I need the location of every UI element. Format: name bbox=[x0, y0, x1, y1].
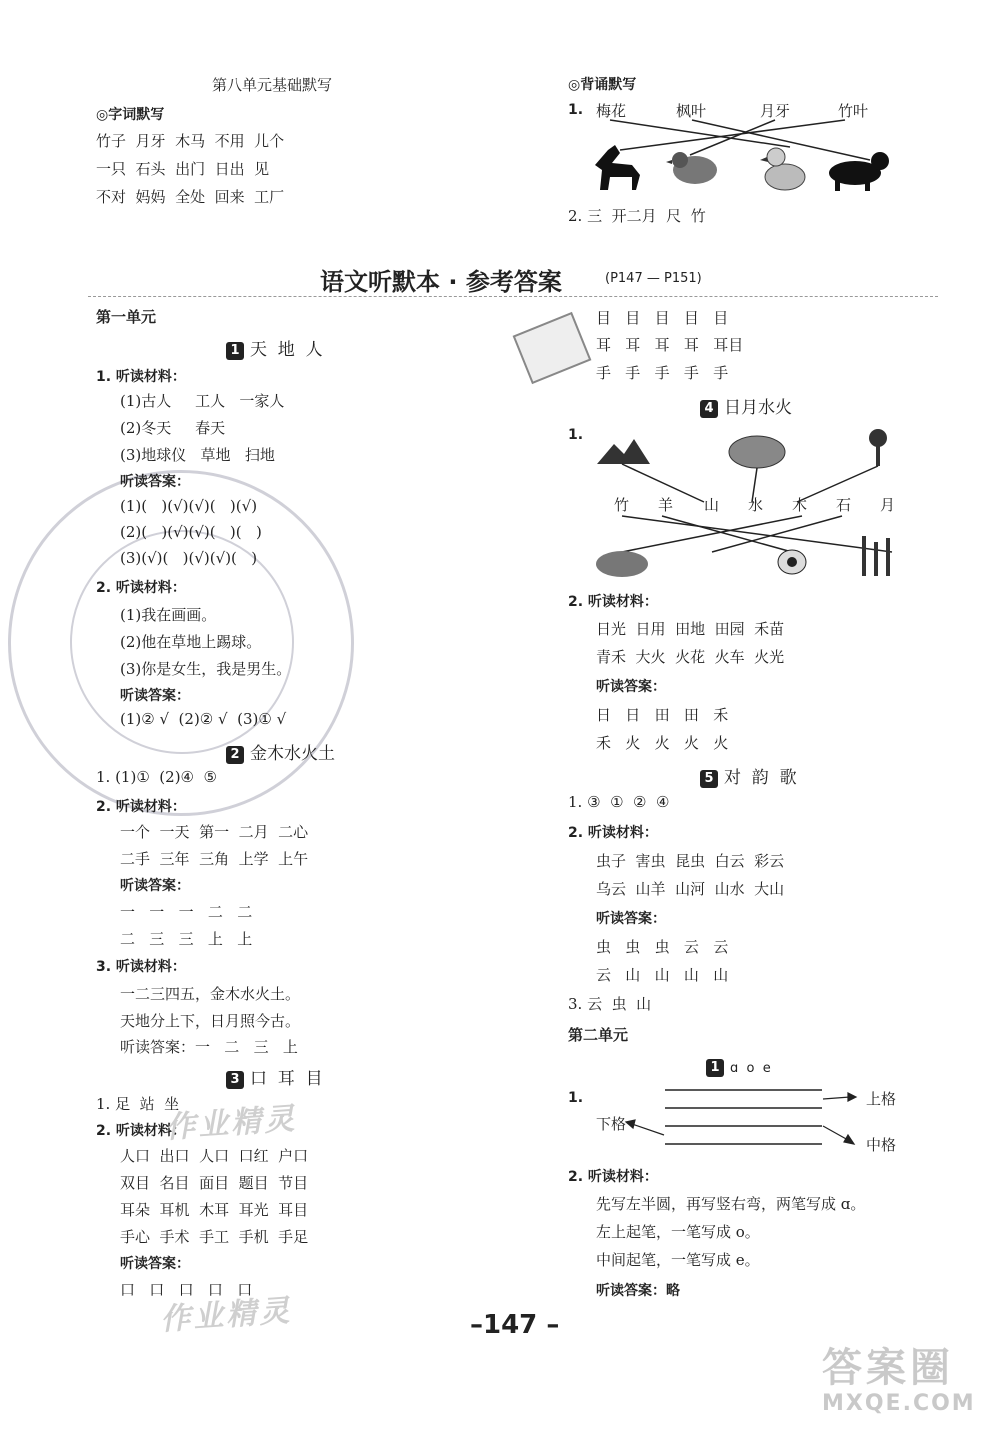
answer-line: 乌云 山羊 山河 山水 大山 bbox=[596, 880, 785, 898]
unit2-lesson1-heading bbox=[706, 1057, 771, 1077]
lesson-number-badge: 1 bbox=[706, 1059, 724, 1077]
answer-line: 中间起笔，一笔写成 e。 bbox=[596, 1251, 760, 1269]
answer-line: 一 一 一 二 二 bbox=[120, 903, 253, 921]
unit2-heading: 第二单元 bbox=[568, 1026, 629, 1044]
lesson-number-badge: 2 bbox=[226, 746, 244, 764]
answer-line: (1)( )(√)(√)( )(√) bbox=[120, 497, 258, 515]
answer-line: 3. 云 虫 山 bbox=[568, 995, 652, 1013]
answer-line: 虫 虫 虫 云 云 bbox=[596, 938, 729, 956]
sheep-icon bbox=[778, 550, 806, 574]
answer-line: (1)古人 工人 一家人 bbox=[120, 392, 285, 410]
recite-matching-diagram bbox=[580, 115, 900, 205]
answer-line: 1. ③ ① ② ④ bbox=[568, 793, 670, 811]
watermark: 作业精灵 bbox=[164, 1101, 299, 1146]
recite-q2: 2. 三 开二月 尺 竹 bbox=[568, 207, 706, 225]
answer-line: (1)我在画画。 bbox=[120, 606, 217, 624]
answer-line: (2)他在草地上踢球。 bbox=[120, 633, 262, 651]
answer-line: 手 手 手 手 手 bbox=[596, 364, 729, 382]
duck-icon bbox=[760, 148, 805, 190]
header-divider bbox=[88, 296, 938, 297]
answer-line: 禾 火 火 火 火 bbox=[596, 734, 729, 752]
q-label: 2. 听读材料： bbox=[96, 799, 186, 815]
lesson2-heading bbox=[226, 739, 335, 764]
answer-line: 1. (1)① (2)④ ⑤ bbox=[96, 768, 217, 786]
watermark: 作业精灵 bbox=[159, 1293, 294, 1338]
chick-icon bbox=[666, 152, 717, 184]
recite-label: ◎背诵默写 bbox=[568, 77, 637, 93]
grid-label-lower: 下格 bbox=[596, 1115, 627, 1133]
grid-label-upper: 上格 bbox=[866, 1090, 897, 1108]
recite-q1-number: 1. bbox=[568, 102, 584, 118]
lesson-number-badge: 3 bbox=[226, 1071, 244, 1089]
answer-line: 天地分上下，日月照今古。 bbox=[120, 1012, 301, 1030]
answer-line: 手心 手术 手工 手机 手足 bbox=[120, 1228, 309, 1246]
moon-icon bbox=[692, 549, 722, 579]
lesson3-heading bbox=[226, 1064, 323, 1089]
lesson-title: 金木水火土 bbox=[250, 744, 335, 764]
lesson-title: 天 地 人 bbox=[250, 340, 323, 360]
answer-line: (3)(√)( )(√)(√)( ) bbox=[120, 549, 258, 567]
water-icon bbox=[729, 436, 785, 468]
answer-line: 人口 出口 人口 口红 户口 bbox=[120, 1147, 309, 1165]
recite-word: 梅花 bbox=[596, 102, 627, 120]
grid-lines bbox=[665, 1090, 822, 1144]
match-char: 羊 bbox=[658, 496, 674, 514]
horse-icon bbox=[595, 145, 640, 190]
page-range: (P147 — P151) bbox=[605, 271, 702, 286]
q-label: 3. 听读材料： bbox=[96, 959, 186, 975]
answer-line: 虫子 害虫 昆虫 白云 彩云 bbox=[596, 852, 785, 870]
word-row: 一只 石头 出门 日出 见 bbox=[96, 160, 270, 178]
lesson-number-badge: 5 bbox=[700, 770, 718, 788]
answer-line: (2)( )(√)(√)( )( ) bbox=[120, 523, 262, 541]
match-char: 水 bbox=[748, 496, 764, 514]
logo-url: MXQE.COM bbox=[822, 1391, 976, 1416]
q-number: 1. bbox=[568, 1090, 584, 1106]
lesson-title: 口 耳 目 bbox=[250, 1069, 323, 1089]
lesson-title: ɑ o e bbox=[730, 1061, 771, 1076]
answer-label: 听读答案： bbox=[596, 679, 666, 695]
answer-line: 日光 日用 田地 田园 禾苗 bbox=[596, 620, 785, 638]
word-row: 竹子 月牙 木马 不用 儿个 bbox=[96, 132, 285, 150]
lesson-title: 日月水火 bbox=[724, 398, 792, 418]
answer-line: 耳朵 耳机 木耳 耳光 耳目 bbox=[120, 1201, 309, 1219]
recite-word: 竹叶 bbox=[838, 102, 869, 120]
match-char: 山 bbox=[704, 496, 720, 514]
answer-label: 听读答案： bbox=[120, 688, 190, 704]
answer-line: (2)冬天 春天 bbox=[120, 419, 226, 437]
answer-line: 一二三四五，金木水火土。 bbox=[120, 985, 301, 1003]
lesson-number-badge: 4 bbox=[700, 400, 718, 418]
lesson4-matching-diagram bbox=[592, 424, 902, 584]
unit1-heading: 第一单元 bbox=[96, 308, 157, 326]
answer-label: 听读答案： bbox=[120, 878, 190, 894]
word-row: 不对 妈妈 全处 回来 工厂 bbox=[96, 188, 285, 206]
answer-label: 听读答案： bbox=[596, 911, 666, 927]
answer-line: 一个 一天 第一 二月 二心 bbox=[120, 823, 309, 841]
lesson-number-badge: 1 bbox=[226, 342, 244, 360]
answer-line: 青禾 大火 火花 火车 火光 bbox=[596, 648, 785, 666]
answer-line: 耳 耳 耳 耳 耳目 bbox=[596, 336, 744, 354]
four-line-grid-diagram bbox=[620, 1082, 870, 1162]
match-char: 竹 bbox=[614, 496, 630, 514]
q-label: 1. 听读材料： bbox=[96, 369, 186, 385]
answer-line: 先写左半圆，再写竖右弯，两笔写成 ɑ。 bbox=[596, 1195, 866, 1213]
answer-line: 云 山 山 山 山 bbox=[596, 966, 729, 984]
answer-label: 听读答案： bbox=[120, 474, 190, 490]
answer-line: 二手 三年 三角 上学 上午 bbox=[120, 850, 309, 868]
page-number: –147 – bbox=[470, 1310, 560, 1340]
site-logo bbox=[822, 1336, 992, 1416]
match-char: 石 bbox=[836, 496, 852, 514]
lesson1-heading bbox=[226, 335, 323, 360]
q-label: 2. 听读材料： bbox=[96, 580, 186, 596]
answer-line: 目 目 目 目 目 bbox=[596, 309, 729, 327]
answer-label: 听读答案：略 bbox=[596, 1283, 680, 1299]
q-label: 2. 听读材料： bbox=[96, 1123, 186, 1139]
answer-line: 左上起笔，一笔写成 o。 bbox=[596, 1223, 760, 1241]
bamboo-icon bbox=[862, 536, 890, 576]
answer-line: 双目 名目 面目 题目 节目 bbox=[120, 1174, 309, 1192]
book-stamp-icon bbox=[513, 312, 592, 384]
match-lines bbox=[610, 120, 870, 160]
answer-line: 日 日 田 田 禾 bbox=[596, 706, 729, 724]
answer-line: (1)② √ (2)② √ (3)① √ bbox=[120, 710, 287, 728]
q-label: 2. 听读材料： bbox=[568, 594, 658, 610]
lesson-title: 对 韵 歌 bbox=[724, 768, 797, 788]
q-number: 1. bbox=[568, 427, 584, 443]
stone-icon bbox=[596, 551, 648, 577]
answer-line: (3)地球仪 草地 扫地 bbox=[120, 446, 275, 464]
answer-line: (3)你是女生，我是男生。 bbox=[120, 660, 292, 678]
word-dictation-label: ◎字词默写 bbox=[96, 107, 165, 123]
lesson4-heading bbox=[700, 393, 792, 418]
page-title: 语文听默本 · 参考答案 bbox=[320, 268, 562, 296]
q-label: 2. 听读材料： bbox=[568, 825, 658, 841]
answer-line: 1. 足 站 坐 bbox=[96, 1095, 180, 1113]
recite-word: 月牙 bbox=[760, 102, 791, 120]
lesson5-heading bbox=[700, 763, 797, 788]
match-char: 月 bbox=[880, 496, 896, 514]
match-char: 木 bbox=[792, 496, 808, 514]
arrow-icon bbox=[626, 1093, 856, 1144]
grid-label-middle: 中格 bbox=[866, 1136, 897, 1154]
mountain-icon bbox=[597, 439, 650, 464]
logo-text: 答案圈 bbox=[822, 1345, 954, 1391]
tree-icon bbox=[869, 429, 887, 466]
answer-line: 二 三 三 上 上 bbox=[120, 930, 253, 948]
q-label: 2. 听读材料： bbox=[568, 1169, 658, 1185]
answer-line: 口 口 口 口 口 bbox=[120, 1281, 253, 1299]
unit8-title: 第八单元基础默写 bbox=[212, 76, 333, 94]
recite-word: 枫叶 bbox=[676, 102, 707, 120]
answer-line: 听读答案：一 二 三 上 bbox=[120, 1038, 298, 1056]
answer-label: 听读答案： bbox=[120, 1256, 190, 1272]
